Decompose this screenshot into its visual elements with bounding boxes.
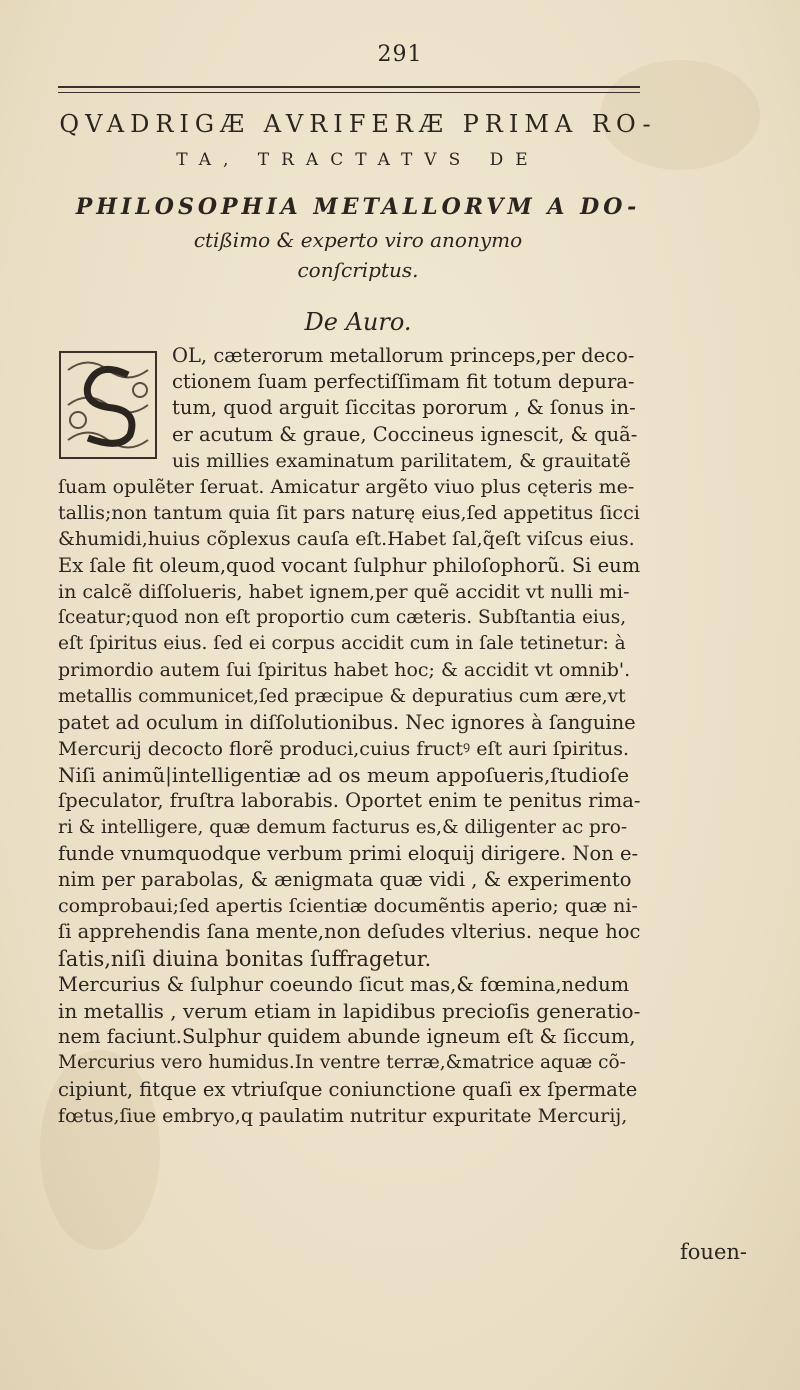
text-line: tallis;non tantum quia ſit pars naturę eius,ſed appetitus ſicci <box>58 502 640 525</box>
text-line: fœtus,ſiue embryo,q paulatim nutritur expuritate Mercurij, <box>58 1104 628 1127</box>
text-line: eſt ſpiritus eius. ſed ei corpus accidit cum in ſale tetinetur: à <box>58 633 626 655</box>
subtitle-line-1: PHILOSOPHIA METALLORVM A DO- <box>75 194 641 220</box>
text-line: er acutum & graue, Coccineus ignescit, & quã- <box>172 422 638 446</box>
text-line: tum, quod arguit ſiccitas pororum , & ſonus in- <box>172 396 636 420</box>
text-line: ſpeculator, fruſtra laborabis. Oportet enim te penitus rima- <box>58 789 641 813</box>
title-line-1: QVADRIGÆ AVRIFERÆ PRIMA RO- <box>59 110 657 138</box>
text-line: nim per parabolas, & ænigmata quæ vidi , & experimento <box>58 868 632 891</box>
text-line: primordio autem ſui ſpiritus habet hoc; & accidit vt omnib'. <box>58 659 631 682</box>
decorated-initial-s-icon <box>58 350 158 460</box>
text-line: in metallis , verum etiam in lapidibus precioſis generatio- <box>58 999 641 1023</box>
text-line: ſatis,niſi diuina bonitas ſuffragetur. <box>58 946 432 971</box>
text-line: metallis communicet,ſed præcipue & depuratius cum ære,vt <box>58 685 626 707</box>
header-rule <box>58 86 640 88</box>
title-line-2: TA, TRACTATVS DE <box>176 150 540 170</box>
section-heading: De Auro. <box>304 308 412 336</box>
text-line: Mercurij decocto florẽ produci,cuius fructꝰ eſt auri ſpiritus. <box>58 738 630 760</box>
text-line: funde vnumquodque verbum primi eloquij dirigere. Non e- <box>58 841 639 865</box>
text-line: ctionem ſuam perfectiſſimam fit totum depura- <box>172 370 635 394</box>
text-line: patet ad oculum in diſſolutionibus. Nec ignores à ſanguine <box>58 710 636 734</box>
text-line: OL, cæterorum metallorum princeps,per deco- <box>172 344 635 367</box>
subtitle-line-3: conſcriptus. <box>297 258 419 282</box>
text-line: ſi apprehendis ſana mente,non deſudes vlterius. neque hoc <box>58 920 641 944</box>
text-line: in calcẽ diſſolueris, habet ignem,per quẽ accidit vt nulli mi- <box>58 580 630 603</box>
text-line: Mercurius & ſulphur coeundo ſicut mas,& fœmina,nedum <box>58 972 630 996</box>
text-line: ri & intelligere, quæ demum facturus es,& diligenter ac pro- <box>58 816 628 838</box>
text-line: comprobaui;ſed apertis ſcientiæ documẽntis aperio; quæ ni- <box>58 895 638 918</box>
text-line: ſuam opulẽter ſeruat. Amicatur argẽto viuo plus cęteris me- <box>58 476 635 498</box>
text-line: nem faciunt.Sulphur quidem abunde igneum eſt & ſiccum, <box>58 1025 636 1049</box>
text-line: Mercurius vero humidus.In ventre terræ,&matrice aquæ cõ- <box>58 1052 626 1074</box>
header-rule-thin <box>58 92 640 93</box>
text-line: Niſi animũ|intelligentiæ ad os meum appoſueris,ſtudioſe <box>58 763 630 788</box>
text-line: cipiunt, fitque ex vtriuſque coniunctione quaſi ex ſpermate <box>58 1077 638 1101</box>
text-line: ſceatur;quod non eſt proportio cum cæteris. Subſtantia eius, <box>58 607 627 628</box>
page-number: 291 <box>377 42 423 67</box>
text-line: uis millies examinatum parilitatem, & grauitatẽ <box>172 449 631 472</box>
text-line: &humidi,huius cõplexus cauſa eſt.Habet ſal,q̃eſt viſcus eius. <box>58 528 635 551</box>
text-line: Ex ſale fit oleum,quod vocant ſulphur philoſophorũ. Si eum <box>58 553 641 577</box>
catchword: fouen- <box>680 1240 747 1264</box>
subtitle-line-2: ctißimo & experto viro anonymo <box>193 228 523 252</box>
